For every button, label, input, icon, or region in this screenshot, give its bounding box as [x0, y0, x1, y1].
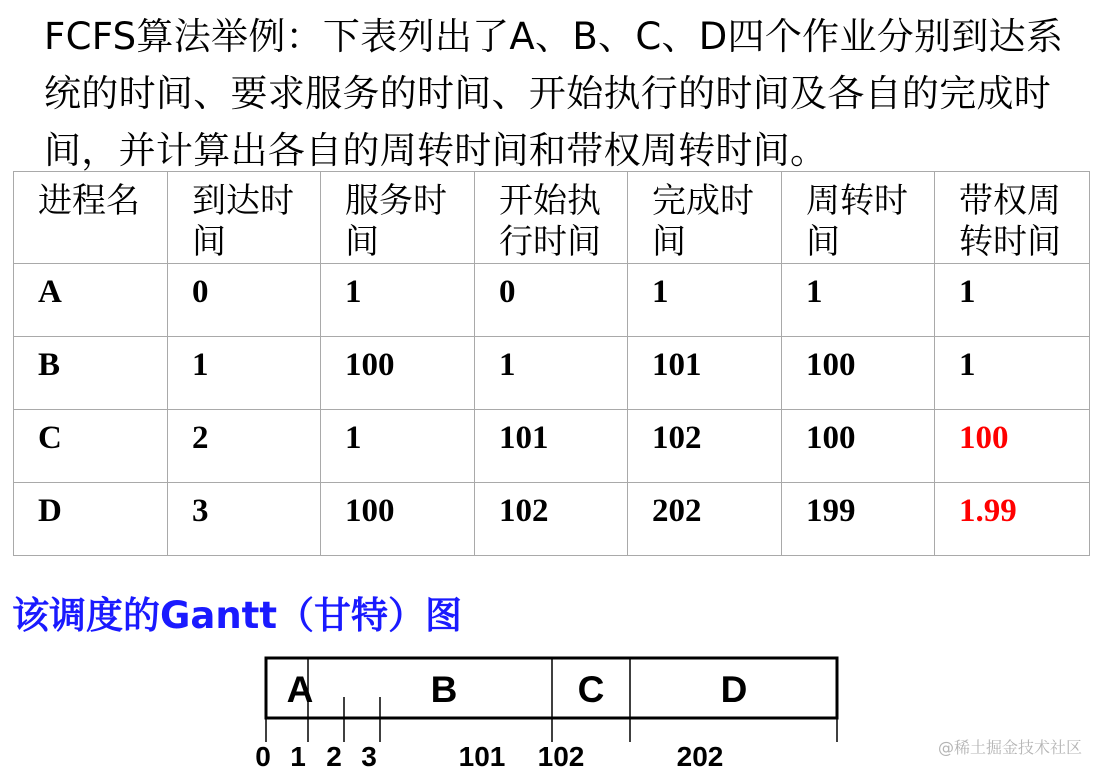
gantt-tick-label: 1	[290, 741, 306, 772]
table-cell: 2	[168, 410, 321, 483]
table-cell: 199	[782, 483, 935, 556]
column-header-text: 进程名	[38, 181, 140, 221]
gantt-tick-label: 0	[255, 741, 271, 772]
table-cell: 1	[935, 337, 1090, 410]
gantt-tick-label: 102	[537, 741, 585, 772]
table-cell: C	[14, 410, 168, 483]
gantt-tick-label: 3	[361, 741, 377, 772]
table-cell: 202	[628, 483, 782, 556]
table-cell: 101	[628, 337, 782, 410]
table-cell: 1	[475, 337, 628, 410]
column-header-text: 间	[192, 222, 226, 262]
gantt-label-d: D	[720, 669, 748, 710]
table-cell: 102	[628, 410, 782, 483]
gantt-tick-label: 202	[676, 741, 724, 772]
table-cell: 1	[782, 264, 935, 337]
table-cell: 1.99	[935, 483, 1090, 556]
table-cell: 3	[168, 483, 321, 556]
gantt-tick-label: 2	[326, 741, 342, 772]
column-header-text: 行时间	[499, 222, 601, 262]
table-cell: 100	[782, 337, 935, 410]
table-cell: 1	[321, 264, 475, 337]
column-header-text: 完成时	[652, 181, 754, 221]
table-cell: 102	[475, 483, 628, 556]
table-cell: 1	[321, 410, 475, 483]
column-header-text: 周转时	[806, 181, 908, 221]
column-header-text: 开始执	[499, 181, 601, 221]
table-cell: 100	[935, 410, 1090, 483]
gantt-label-c: C	[577, 669, 605, 710]
watermark: @稀土掘金技术社区	[937, 738, 1082, 757]
gantt-label-b: B	[430, 669, 458, 710]
column-header-text: 服务时	[345, 181, 447, 221]
column-header-text: 到达时	[192, 181, 294, 221]
table-cell: A	[14, 264, 168, 337]
table-cell: 100	[321, 483, 475, 556]
table-cell: B	[14, 337, 168, 410]
table-cell: 0	[168, 264, 321, 337]
column-header-text: 间	[345, 222, 379, 262]
column-header-text: 带权周	[959, 181, 1061, 221]
column-header-text: 间	[806, 222, 840, 262]
table-cell: 100	[321, 337, 475, 410]
table-cell: 0	[475, 264, 628, 337]
gantt-label-a: A	[286, 669, 314, 710]
table-cell: 1	[628, 264, 782, 337]
table-cell: D	[14, 483, 168, 556]
table-cell: 1	[168, 337, 321, 410]
table-cell: 100	[782, 410, 935, 483]
gantt-tick-label: 101	[458, 741, 506, 772]
table-cell: 1	[935, 264, 1090, 337]
table-cell: 101	[475, 410, 628, 483]
gantt-title: 该调度的Gantt（甘特）图	[12, 594, 463, 637]
intro-text: FCFS算法举例：下表列出了A、B、C、D四个作业分别到达系统的时间、要求服务的时间、开始执行的时间及各自的完成时间，并计算出各自的周转时间和带权周转时间。	[44, 15, 1064, 172]
column-header-text: 转时间	[959, 222, 1061, 262]
column-header-text: 间	[652, 222, 686, 262]
